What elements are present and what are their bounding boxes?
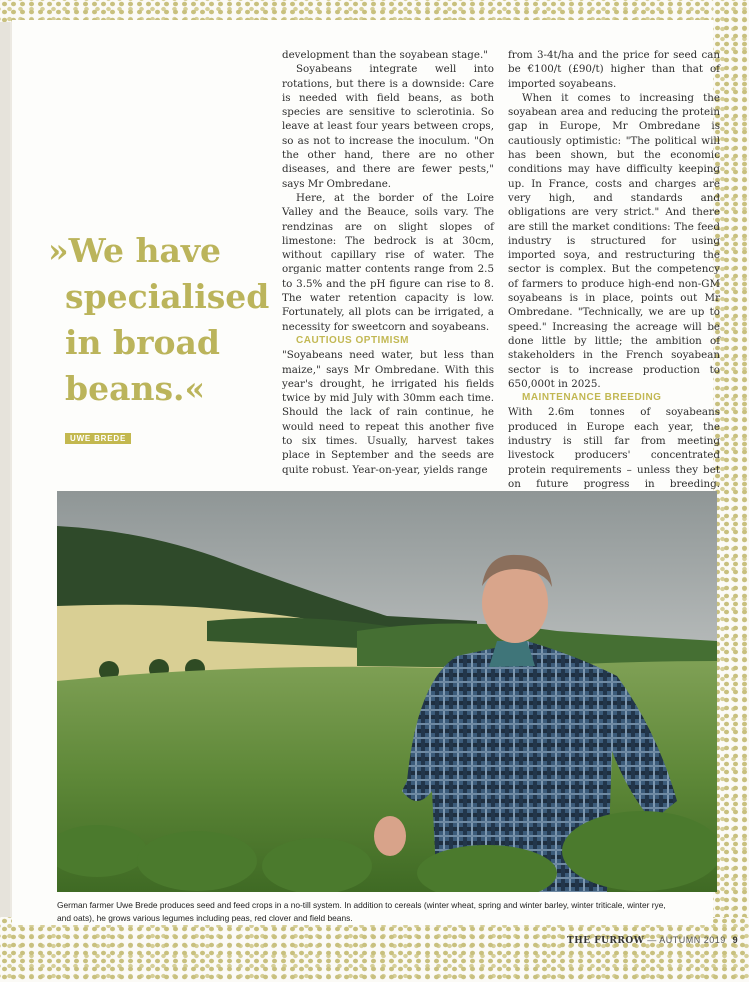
decorative-dot-border-top: [0, 0, 749, 22]
paragraph: With 2.6m tonnes of soyabeans produced in Europe each year, the industry is still far from meeting livestock producers' concentrated protein requirements – unless they bet on future progress in breeding.: [508, 406, 720, 490]
paragraph: When it comes to increasing the soyabean area and reducing the protein gap in Europe, Mr Ombredane is cautiously optimistic: "The political will has been shown, but the economic conditions may have difficulty keeping up. In France, costs and charges are very high, and standards and obligations are very strict." And there are still the market conditions: The feed industry is structured for using imported soya, and restructuring the sector is complex. But the competency of farmers to produce high-end non-GM soyabeans is in place, points out Mr Ombredane. "Technically, we are up to speed." Increasing the acreage will be done little by little; the ambition of stakeholders in the French soyabean sector is to increase production to 650,000t in 2025.: [508, 91, 720, 390]
paragraph: "Soyabeans need water, but less than maize," says Mr Ombredane. With this year's drought, he irrigated his fields twice by mid July with 30mm each time. Should the lack of rain continue, he would need to repeat this another five to six times. Usually, harvest takes place in September and the seeds are quite robust. Year-on-year, yields range: [282, 349, 494, 476]
paragraph: from 3-4t/ha and the price for seed can be €100/t (£90/t) higher than that of imported soyabeans.: [508, 49, 720, 90]
article-column-right: [508, 48, 720, 506]
issue-label: — AUTUMN 2019: [647, 935, 726, 945]
pull-quote-line: beans.«: [65, 369, 206, 408]
pull-quote-line: specialised: [65, 277, 270, 316]
speaker-name-tag: UWE BREDE: [65, 433, 131, 444]
page-number: 9: [732, 935, 738, 945]
pull-quote: [48, 228, 278, 412]
paragraph: development than the soyabean stage.": [282, 49, 488, 61]
magazine-title: THE FURROW: [567, 936, 645, 946]
paragraph: Soyabeans integrate well into rotations, but there is a downside: Care is needed with field beans, as both species are sensitive to sclerotinia. So leave at least four years between crops, so as not to increase the inoculum. "On the other hand, there are no other diseases, and there are fewer pests," says Mr Ombredane.: [282, 63, 494, 190]
paragraph: Here, at the border of the Loire Valley and the Beauce, soils vary. The rendzinas are on slight slopes of limestone: The bedrock is at 30cm, without capillary rise of water. The organic matter contents range from 2.5 to 3.5% and the pH figure can rise to 8. The water retention capacity is low. Fortunately, all plots can be irrigated, a necessity for sweetcorn and soyabeans.: [282, 191, 494, 333]
page-binding-edge: [0, 0, 10, 982]
pull-quote-line: in broad: [65, 323, 220, 362]
decorative-dot-border-bottom: [0, 917, 749, 982]
magazine-page: [12, 20, 720, 925]
pull-quote-line: »We have: [48, 231, 222, 270]
article-column-middle: [282, 48, 494, 477]
farmer-field-photo: [57, 491, 717, 892]
section-heading: MAINTENANCE BREEDING: [522, 392, 662, 404]
photo-caption: German farmer Uwe Brede produces seed and feed crops in a no-till system. In addition to cereals (winter wheat, spring and winter barley, winter triticale, winter rye, and oats), he grows various legumes including peas, red clover and field beans.: [57, 900, 666, 923]
page-footer: [567, 935, 738, 946]
section-heading: CAUTIOUS OPTIMISM: [296, 334, 409, 346]
